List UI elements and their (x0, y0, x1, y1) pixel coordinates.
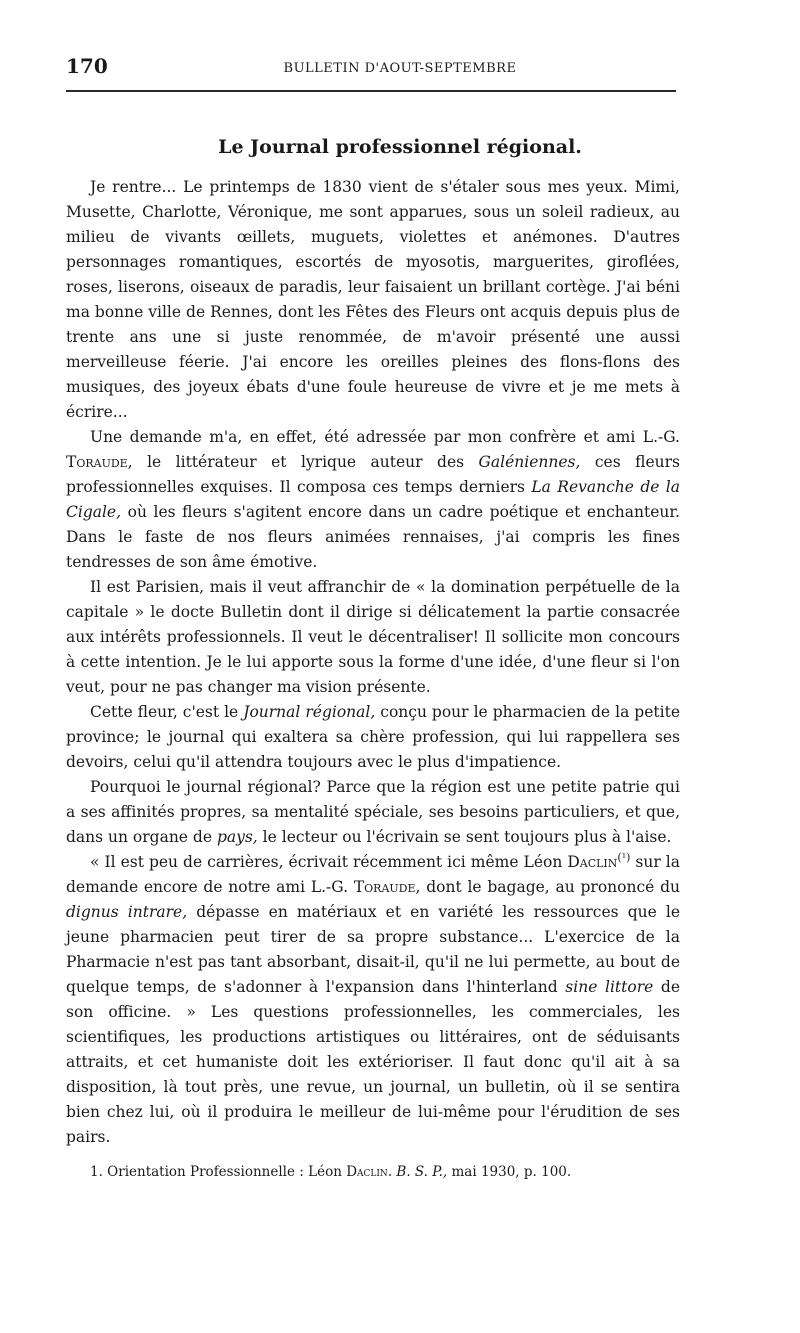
page-number: 170 (66, 54, 108, 78)
article-title: Le Journal professionnel régional. (218, 136, 582, 158)
emphasis: dignus intrare, (66, 903, 188, 921)
paragraph-5: Pourquoi le journal régional? Parce que la région est une petite patrie qui a ses affinités propres, sa mentalité spéciale, ses besoins particuliers, et que, dans un organe de pays, le lecteur ou l'écrivain se sent toujours plus à l'aise. (66, 778, 680, 846)
emphasis: B. S. P., (396, 1164, 448, 1180)
paragraph-1: Je rentre... Le printemps de 1830 vient de s'étaler sous mes yeux. Mimi, Musette, Charlotte, Véronique, me sont apparues, sous un soleil radieux, au milieu de vivants œillets, muguets, violettes et anémones. D'autres personnages romantiques, escortés de myosotis, marguerites, giroflées, roses, liserons, oiseaux de paradis, leur faisaient un brillant cortège. J'ai béni ma bonne ville de Rennes, dont les Fêtes des Fleurs ont acquis depuis plus de trente ans une si juste renommée, de m'avoir présenté une aussi merveilleuse féerie. J'ai encore les oreilles pleines des flons-flons des musiques, des joyeux ébats d'une foule heureuse de vivre et je me mets à écrire... (66, 178, 680, 421)
running-head: BULLETIN D'AOUT-SEPTEMBRE (283, 61, 517, 76)
work-title: Galéniennes, (478, 453, 581, 471)
paragraph-2: Une demande m'a, en effet, été adressée par mon confrère et ami L.-G. Toraude, le littérateur et lyrique auteur des Galéniennes, ces fleurs professionnelles exquises. Il composa ces temps derniers La Revanche de la Cigale, où les fleurs s'agitent encore dans un cadre poétique et enchanteur. Dans le faste de nos fleurs animées rennaises, j'ai compris les fines tendresses de son âme émotive. (66, 428, 680, 571)
header-rule (66, 90, 676, 92)
footnote: 1. Orientation Professionnelle : Léon Daclin. B. S. P., mai 1930, p. 100. (90, 1164, 572, 1180)
paragraph-3: Il est Parisien, mais il veut affranchir de « la domination perpétuelle de la capitale » le docte Bulletin dont il dirige si délicatement la partie consacrée aux intérêts professionnels. Il veut le décentraliser! Il sollicite mon concours à cette intention. Je le lui apporte sous la forme d'une idée, d'une fleur si l'on veut, pour ne pas changer ma vision présente. (66, 578, 680, 696)
paragraph-4: Cette fleur, c'est le Journal régional, conçu pour le pharmacien de la petite province; le journal qui exaltera sa chère profession, qui lui rappellera ses devoirs, celui qu'il attendra toujours avec le plus d'impatience. (66, 703, 680, 771)
author-name: Daclin (346, 1164, 388, 1180)
emphasis: sine littore (565, 978, 654, 996)
article-body (66, 175, 680, 1150)
author-name: Toraude (353, 878, 416, 896)
author-name: Daclin (567, 853, 618, 871)
emphasis: pays, (216, 828, 258, 846)
emphasis: Journal régional, (243, 703, 376, 721)
footnote-reference: (¹) (617, 850, 631, 864)
author-name: Toraude (66, 453, 128, 471)
work-title: La Revanche de la Cigale, (66, 478, 680, 521)
paragraph-6: « Il est peu de carrières, écrivait récemment ici même Léon Daclin$^{(^1)}$ sur la demande encore de notre ami L.-G. Toraude, dont le bagage, au prononcé du dignus intrare, dépasse en matériaux et en variété les ressources que le jeune pharmacien peut tirer de sa propre substance... L'exercice de la Pharmacie n'est pas tant absorbant, disait-il, qu'il ne lui permette, au bout de quelque temps, de s'adonner à l'expansion dans l'hinterland sine littore de son officine. » Les questions professionnelles, les commerciales, les scientifiques, les productions artistiques ou littéraires, ont de séduisants attraits, et cet humaniste doit les extérioriser. Il faut donc qu'il ait à sa disposition, là tout près, une revue, un journal, un bulletin, où il se sentira bien chez lui, où il produira le meilleur de lui-même pour l'érudition de ses pairs. (66, 850, 681, 1146)
